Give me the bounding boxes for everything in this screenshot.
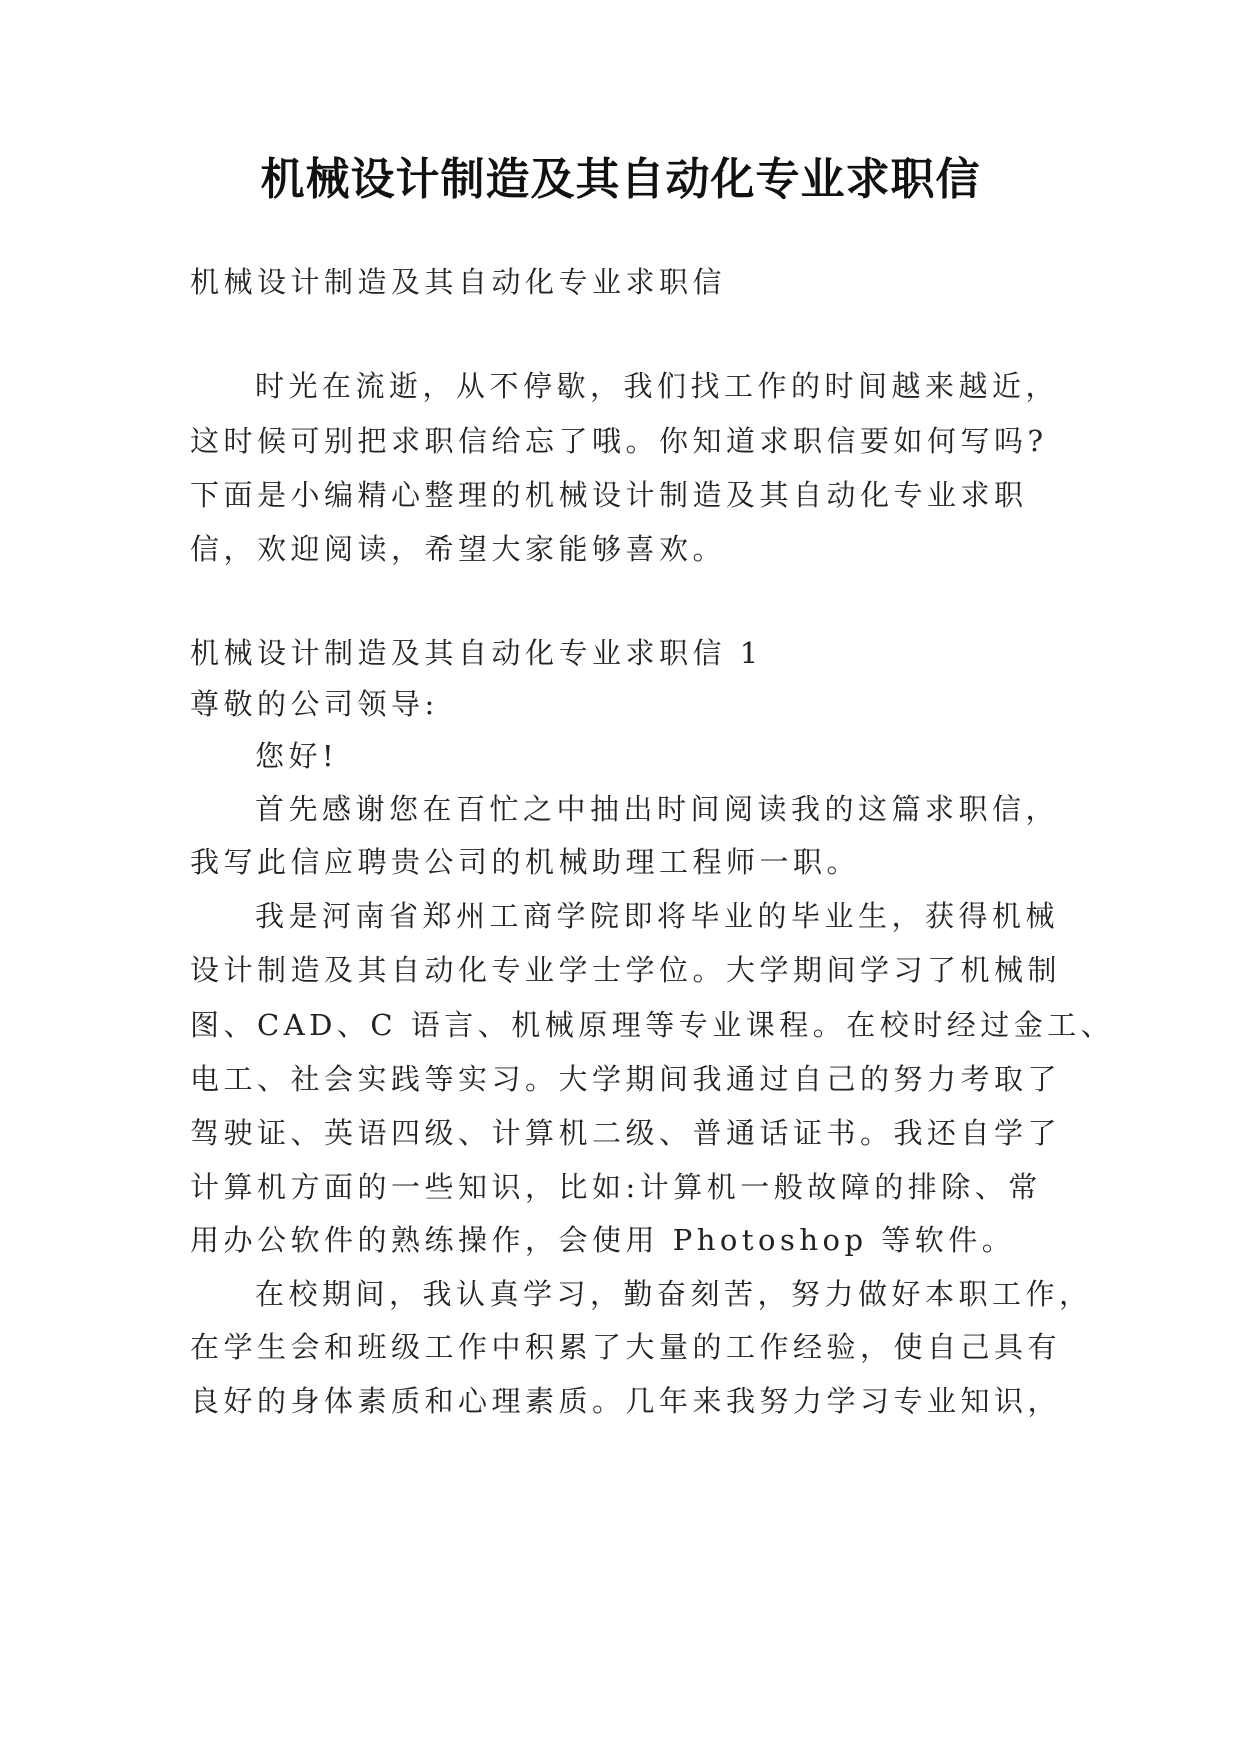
paragraph-line: 在学生会和班级工作中积累了大量的工作经验，使自己具有 bbox=[190, 1330, 1062, 1364]
paragraph-line: 良好的身体素质和心理素质。几年来我努力学习专业知识， bbox=[190, 1384, 1062, 1418]
paragraph-line: 我是河南省郑州工商学院即将毕业的毕业生，获得机械 bbox=[255, 899, 1060, 933]
paragraph-line: 首先感谢您在百忙之中抽出时间阅读我的这篇求职信， bbox=[255, 792, 1060, 826]
greeting: 您好! bbox=[255, 739, 339, 773]
intro-line: 下面是小编精心整理的机械设计制造及其自动化专业求职 bbox=[190, 478, 1028, 512]
paragraph-line: 电工、社会实践等实习。大学期间我通过自己的努力考取了 bbox=[190, 1062, 1062, 1096]
paragraph-line: 驾驶证、英语四级、计算机二级、普通话证书。我还自学了 bbox=[190, 1116, 1062, 1150]
paragraph-line: 在校期间，我认真学习，勤奋刻苦，努力做好本职工作， bbox=[255, 1277, 1093, 1311]
paragraph-line: 设计制造及其自动化专业学士学位。大学期间学习了机械制 bbox=[190, 953, 1062, 987]
document-title: 机械设计制造及其自动化专业求职信 bbox=[260, 154, 981, 205]
intro-line: 信，欢迎阅读，希望大家能够喜欢。 bbox=[190, 532, 727, 566]
paragraph-line: 图、CAD、C 语言、机械原理等专业课程。在校时经过金工、 bbox=[190, 1008, 1115, 1042]
intro-line: 时光在流逝，从不停歇，我们找工作的时间越来越近， bbox=[255, 369, 1060, 403]
paragraph-line: 我写此信应聘贵公司的机械助理工程师一职。 bbox=[190, 845, 861, 879]
intro-line: 这时候可别把求职信给忘了哦。你知道求职信要如何写吗? bbox=[190, 424, 1048, 458]
paragraph-line: 计算机方面的一些知识，比如:计算机一般故障的排除、常 bbox=[190, 1170, 1042, 1204]
paragraph-line: 用办公软件的熟练操作，会使用 Photoshop 等软件。 bbox=[190, 1223, 1016, 1257]
salutation: 尊敬的公司领导: bbox=[190, 687, 439, 721]
letter-heading: 机械设计制造及其自动化专业求职信 1 bbox=[190, 636, 763, 670]
document-subtitle: 机械设计制造及其自动化专业求职信 bbox=[190, 265, 727, 299]
